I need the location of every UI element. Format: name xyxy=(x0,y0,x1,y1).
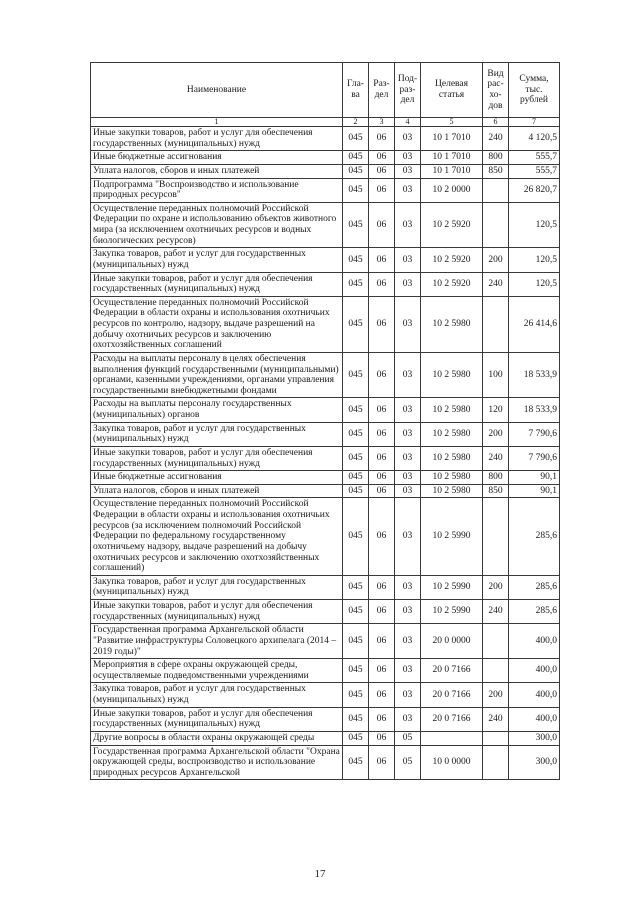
table-row xyxy=(91,164,560,178)
row-podrazdel: 03 xyxy=(395,151,421,165)
row-tselevaya: 10 2 5920 xyxy=(421,272,483,296)
row-summa: 285,6 xyxy=(509,575,560,599)
row-glava: 045 xyxy=(343,296,369,352)
row-glava: 045 xyxy=(343,707,369,731)
row-glava: 045 xyxy=(343,745,369,780)
row-tselevaya: 10 2 5980 xyxy=(421,398,483,422)
table-row xyxy=(91,422,560,446)
row-podrazdel: 03 xyxy=(395,707,421,731)
table-row xyxy=(91,272,560,296)
row-razdel: 06 xyxy=(369,707,395,731)
row-tselevaya: 10 2 5990 xyxy=(421,575,483,599)
table-row xyxy=(91,600,560,624)
row-podrazdel: 03 xyxy=(395,446,421,470)
row-name: Расходы на выплаты персоналу в целях обеспечения выполнения функций государственными (муниципальными) органами, казенными учреждениями, органами управления государственными внебюджетными фондами xyxy=(91,352,343,398)
row-razdel: 06 xyxy=(369,731,395,745)
row-vid: 240 xyxy=(483,446,509,470)
row-vid: 100 xyxy=(483,352,509,398)
row-tselevaya: 10 2 5980 xyxy=(421,484,483,498)
column-number: 7 xyxy=(509,118,560,127)
row-tselevaya: 10 1 7010 xyxy=(421,164,483,178)
row-glava: 045 xyxy=(343,398,369,422)
row-summa: 4 120,5 xyxy=(509,127,560,151)
column-number: 3 xyxy=(369,118,395,127)
row-tselevaya xyxy=(421,731,483,745)
row-tselevaya: 10 2 0000 xyxy=(421,178,483,202)
row-vid: 800 xyxy=(483,151,509,165)
row-glava: 045 xyxy=(343,498,369,575)
column-number-row xyxy=(91,118,560,127)
row-summa: 90,1 xyxy=(509,484,560,498)
row-name: Осуществление переданных полномочий Российской Федерации в области охраны и использования охотничьих ресурсов по контролю, надзору, выдаче разрешений на добычу охотничьих ресурсов и заключению охотхозяйственных соглашений xyxy=(91,296,343,352)
row-razdel: 06 xyxy=(369,422,395,446)
row-summa: 400,0 xyxy=(509,624,560,659)
row-name: Мероприятия в сфере охраны окружающей среды, осуществляемые подведомственными учреждениями xyxy=(91,659,343,683)
row-vid xyxy=(483,178,509,202)
row-name: Иные закупки товаров, работ и услуг для обеспечения государственных (муниципальных) нужд xyxy=(91,600,343,624)
row-podrazdel: 05 xyxy=(395,745,421,780)
column-number: 4 xyxy=(395,118,421,127)
row-name: Осуществление переданных полномочий Российской Федерации в области охраны и использования охотничьих ресурсов (за исключением полномочий Российской Федерации по федеральному государственному охотничьему надзору, выдаче разрешений на добычу охотничьих ресурсов и заключению охотхозяйственных соглашений) xyxy=(91,498,343,575)
row-glava: 045 xyxy=(343,164,369,178)
table-row xyxy=(91,683,560,707)
row-podrazdel: 03 xyxy=(395,624,421,659)
row-vid: 200 xyxy=(483,575,509,599)
row-vid xyxy=(483,202,509,248)
row-vid: 850 xyxy=(483,164,509,178)
row-tselevaya: 10 2 5980 xyxy=(421,471,483,485)
row-name: Другие вопросы в области охраны окружающей среды xyxy=(91,731,343,745)
row-podrazdel: 03 xyxy=(395,178,421,202)
row-name: Осуществление переданных полномочий Российской Федерации по охране и использованию объектов животного мира (за исключением охотничьих ресурсов и водных биологических ресурсов) xyxy=(91,202,343,248)
table-row xyxy=(91,398,560,422)
row-razdel: 06 xyxy=(369,683,395,707)
row-glava: 045 xyxy=(343,272,369,296)
row-summa: 18 533,9 xyxy=(509,352,560,398)
table-row xyxy=(91,575,560,599)
table-row xyxy=(91,624,560,659)
row-tselevaya: 10 2 5920 xyxy=(421,202,483,248)
row-summa: 120,5 xyxy=(509,272,560,296)
table-row xyxy=(91,202,560,248)
row-vid: 200 xyxy=(483,683,509,707)
table-row xyxy=(91,151,560,165)
table-row xyxy=(91,745,560,780)
row-tselevaya: 10 2 5920 xyxy=(421,248,483,272)
row-name: Уплата налогов, сборов и иных платежей xyxy=(91,164,343,178)
row-glava: 045 xyxy=(343,471,369,485)
row-glava: 045 xyxy=(343,484,369,498)
row-glava: 045 xyxy=(343,127,369,151)
row-glava: 045 xyxy=(343,422,369,446)
row-tselevaya: 10 2 5990 xyxy=(421,498,483,575)
row-tselevaya: 10 1 7010 xyxy=(421,151,483,165)
row-razdel: 06 xyxy=(369,398,395,422)
row-name: Подпрограмма "Воспроизводство и использование природных ресурсов" xyxy=(91,178,343,202)
row-podrazdel: 05 xyxy=(395,731,421,745)
row-glava: 045 xyxy=(343,659,369,683)
row-vid xyxy=(483,296,509,352)
header-row xyxy=(91,63,560,118)
row-glava: 045 xyxy=(343,446,369,470)
row-razdel: 06 xyxy=(369,202,395,248)
row-vid: 240 xyxy=(483,127,509,151)
row-name: Иные закупки товаров, работ и услуг для обеспечения государственных (муниципальных) нужд xyxy=(91,127,343,151)
row-vid xyxy=(483,498,509,575)
row-glava: 045 xyxy=(343,178,369,202)
table-row xyxy=(91,659,560,683)
row-podrazdel: 03 xyxy=(395,683,421,707)
row-tselevaya: 10 2 5980 xyxy=(421,296,483,352)
table-row xyxy=(91,731,560,745)
budget-table xyxy=(90,62,560,780)
row-summa: 400,0 xyxy=(509,659,560,683)
row-summa: 7 790,6 xyxy=(509,446,560,470)
row-razdel: 06 xyxy=(369,248,395,272)
row-tselevaya: 20 0 7166 xyxy=(421,659,483,683)
row-razdel: 06 xyxy=(369,446,395,470)
row-razdel: 06 xyxy=(369,498,395,575)
row-podrazdel: 03 xyxy=(395,471,421,485)
row-tselevaya: 10 1 7010 xyxy=(421,127,483,151)
row-name: Закупка товаров, работ и услуг для государственных (муниципальных) нужд xyxy=(91,248,343,272)
row-name: Расходы на выплаты персоналу государственных (муниципальных) органов xyxy=(91,398,343,422)
row-vid: 850 xyxy=(483,484,509,498)
row-vid: 120 xyxy=(483,398,509,422)
page-number: 17 xyxy=(314,868,326,880)
row-glava: 045 xyxy=(343,575,369,599)
row-glava: 045 xyxy=(343,151,369,165)
row-glava: 045 xyxy=(343,600,369,624)
table-row xyxy=(91,471,560,485)
table-body xyxy=(91,127,560,780)
row-tselevaya: 20 0 7166 xyxy=(421,707,483,731)
row-name: Иные закупки товаров, работ и услуг для обеспечения государственных (муниципальных) нужд xyxy=(91,272,343,296)
row-podrazdel: 03 xyxy=(395,422,421,446)
row-podrazdel: 03 xyxy=(395,498,421,575)
row-razdel: 06 xyxy=(369,600,395,624)
row-tselevaya: 10 2 5980 xyxy=(421,422,483,446)
row-vid: 240 xyxy=(483,707,509,731)
row-tselevaya: 10 2 5980 xyxy=(421,446,483,470)
table-row xyxy=(91,446,560,470)
row-summa: 120,5 xyxy=(509,248,560,272)
row-razdel: 06 xyxy=(369,272,395,296)
row-summa: 555,7 xyxy=(509,151,560,165)
row-name: Закупка товаров, работ и услуг для государственных (муниципальных) нужд xyxy=(91,575,343,599)
row-summa: 26 414,6 xyxy=(509,296,560,352)
row-vid: 200 xyxy=(483,248,509,272)
row-podrazdel: 03 xyxy=(395,600,421,624)
row-vid xyxy=(483,659,509,683)
header-name: Наименование xyxy=(91,63,343,118)
row-tselevaya: 10 2 5980 xyxy=(421,352,483,398)
row-razdel: 06 xyxy=(369,178,395,202)
row-summa: 18 533,9 xyxy=(509,398,560,422)
table-row xyxy=(91,296,560,352)
row-razdel: 06 xyxy=(369,151,395,165)
row-glava: 045 xyxy=(343,202,369,248)
table-row xyxy=(91,707,560,731)
row-summa: 300,0 xyxy=(509,745,560,780)
table-row xyxy=(91,498,560,575)
row-razdel: 06 xyxy=(369,127,395,151)
row-summa: 285,6 xyxy=(509,498,560,575)
row-razdel: 06 xyxy=(369,296,395,352)
row-vid xyxy=(483,624,509,659)
row-tselevaya: 10 2 5990 xyxy=(421,600,483,624)
row-razdel: 06 xyxy=(369,745,395,780)
row-vid: 200 xyxy=(483,422,509,446)
header-summa: Сумма, тыс. рублей xyxy=(509,63,560,118)
row-podrazdel: 03 xyxy=(395,484,421,498)
row-name: Государственная программа Архангельской области "Охрана окружающей среды, воспроизводство и использование природных ресурсов Архангельской xyxy=(91,745,343,780)
row-name: Закупка товаров, работ и услуг для государственных (муниципальных) нужд xyxy=(91,683,343,707)
row-razdel: 06 xyxy=(369,471,395,485)
header-glava: Гла- ва xyxy=(343,63,369,118)
row-glava: 045 xyxy=(343,248,369,272)
row-vid xyxy=(483,745,509,780)
row-vid: 800 xyxy=(483,471,509,485)
row-glava: 045 xyxy=(343,352,369,398)
column-number: 2 xyxy=(343,118,369,127)
row-podrazdel: 03 xyxy=(395,164,421,178)
row-podrazdel: 03 xyxy=(395,352,421,398)
row-summa: 285,6 xyxy=(509,600,560,624)
row-name: Иные бюджетные ассигнования xyxy=(91,471,343,485)
table-row xyxy=(91,178,560,202)
row-summa: 400,0 xyxy=(509,683,560,707)
row-summa: 90,1 xyxy=(509,471,560,485)
row-name: Иные закупки товаров, работ и услуг для обеспечения государственных (муниципальных) нужд xyxy=(91,446,343,470)
row-tselevaya: 20 0 0000 xyxy=(421,624,483,659)
row-glava: 045 xyxy=(343,731,369,745)
table-row xyxy=(91,352,560,398)
row-razdel: 06 xyxy=(369,352,395,398)
row-podrazdel: 03 xyxy=(395,296,421,352)
row-name: Уплата налогов, сборов и иных платежей xyxy=(91,484,343,498)
column-number: 5 xyxy=(421,118,483,127)
table-row xyxy=(91,484,560,498)
row-razdel: 06 xyxy=(369,164,395,178)
column-number: 6 xyxy=(483,118,509,127)
table-row xyxy=(91,248,560,272)
header-vid: Вид рас- хо- дов xyxy=(483,63,509,118)
row-summa: 120,5 xyxy=(509,202,560,248)
row-razdel: 06 xyxy=(369,484,395,498)
row-summa: 26 820,7 xyxy=(509,178,560,202)
row-podrazdel: 03 xyxy=(395,575,421,599)
row-podrazdel: 03 xyxy=(395,127,421,151)
row-vid: 240 xyxy=(483,272,509,296)
row-summa: 400,0 xyxy=(509,707,560,731)
header-tselevaya: Целевая статья xyxy=(421,63,483,118)
row-podrazdel: 03 xyxy=(395,272,421,296)
header-razdel: Раз- дел xyxy=(369,63,395,118)
row-vid: 240 xyxy=(483,600,509,624)
row-name: Государственная программа Архангельской области "Развитие инфраструктуры Соловецкого архипелага (2014 – 2019 годы)" xyxy=(91,624,343,659)
row-tselevaya: 20 0 7166 xyxy=(421,683,483,707)
row-vid xyxy=(483,731,509,745)
row-name: Иные закупки товаров, работ и услуг для обеспечения государственных (муниципальных) нужд xyxy=(91,707,343,731)
row-name: Закупка товаров, работ и услуг для государственных (муниципальных) нужд xyxy=(91,422,343,446)
row-razdel: 06 xyxy=(369,624,395,659)
row-tselevaya: 10 0 0000 xyxy=(421,745,483,780)
row-podrazdel: 03 xyxy=(395,659,421,683)
row-podrazdel: 03 xyxy=(395,398,421,422)
row-summa: 300,0 xyxy=(509,731,560,745)
row-podrazdel: 03 xyxy=(395,248,421,272)
row-razdel: 06 xyxy=(369,659,395,683)
header-podrazdel: Под- раз- дел xyxy=(395,63,421,118)
row-razdel: 06 xyxy=(369,575,395,599)
column-number: 1 xyxy=(91,118,343,127)
row-summa: 7 790,6 xyxy=(509,422,560,446)
row-name: Иные бюджетные ассигнования xyxy=(91,151,343,165)
row-podrazdel: 03 xyxy=(395,202,421,248)
table-row xyxy=(91,127,560,151)
row-glava: 045 xyxy=(343,683,369,707)
row-summa: 555,7 xyxy=(509,164,560,178)
row-glava: 045 xyxy=(343,624,369,659)
